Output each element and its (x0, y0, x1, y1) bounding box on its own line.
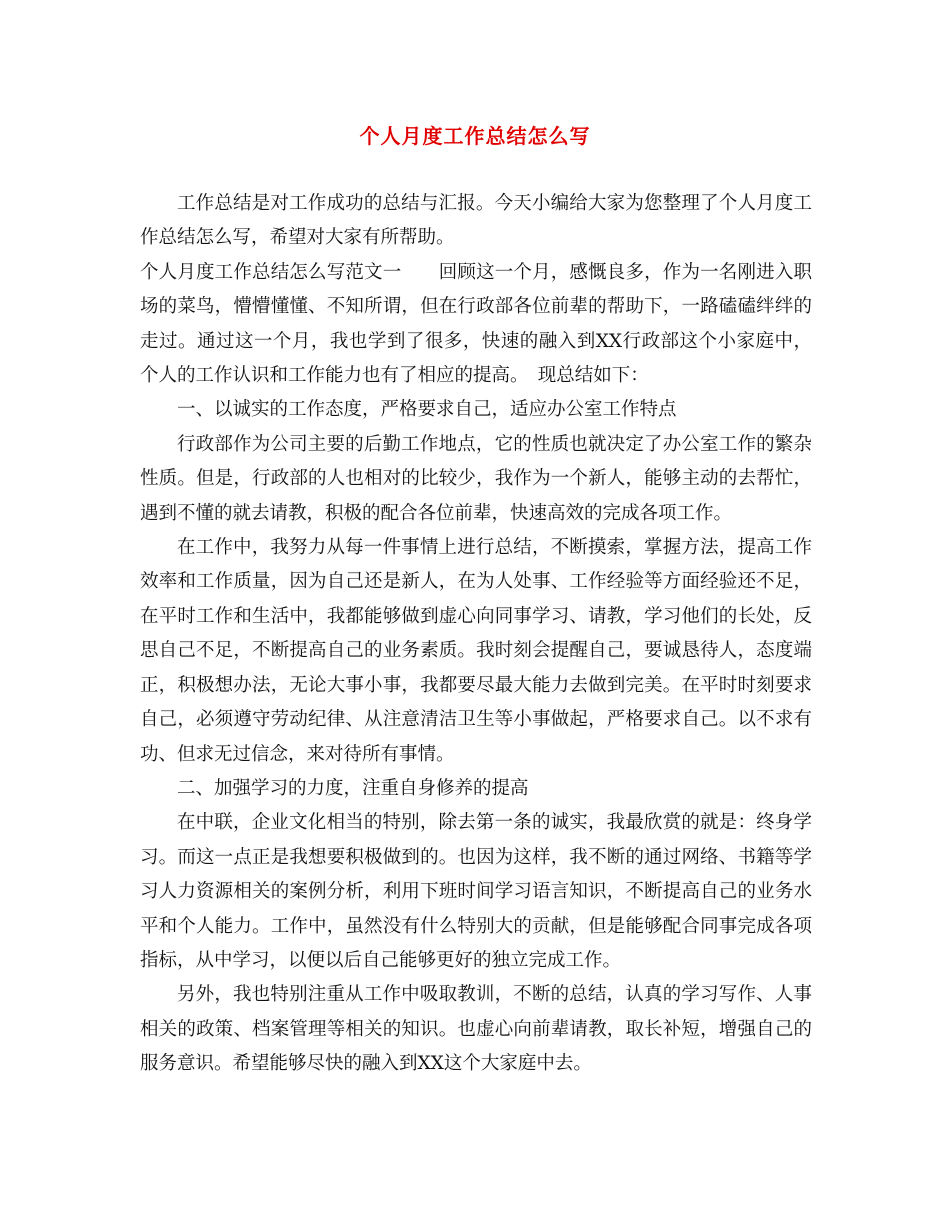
paragraph-intro: 工作总结是对工作成功的总结与汇报。今天小编给大家为您整理了个人月度工作总结怎么写，希望对大家有所帮助。 (140, 193, 812, 249)
document-title: 个人月度工作总结怎么写 (359, 124, 591, 148)
paragraph-sample-one: 个人月度工作总结怎么写范文一 回顾这一个月，感慨良多，作为一名刚进入职场的菜鸟，懵懵懂懂、不知所谓，但在行政部各位前辈的帮助下，一路磕磕绊绊的走过。通过这一个月，我也学到了很多，快速的融入到XX行政部这个小家庭中，个人的工作认识和工作能力也有了相应的提高。 现总结如下： (140, 261, 812, 387)
paragraph-learning: 在中联，企业文化相当的特别，除去第一条的诚实，我最欣赏的就是：终身学习。而这一点正是我想要积极做到的。也因为这样，我不断的通过网络、书籍等学习人力资源相关的案例分析，利用下班时间学习语言知识，不断提高自己的业务水平和个人能力。工作中，虽然没有什么特别大的贡献，但是能够配合同事完成各项指标，从中学习，以便以后自己能够更好的独立完成工作。 (140, 812, 812, 971)
paragraph-admin-dept: 行政部作为公司主要的后勤工作地点，它的性质也就决定了办公室工作的繁杂性质。但是，行政部的人也相对的比较少，我作为一个新人，能够主动的去帮忙，遇到不懂的就去请教，积极的配合各位前辈，快速高效的完成各项工作。 (140, 433, 812, 524)
document-body (140, 187, 812, 1082)
section-heading-one: 一、以诚实的工作态度，严格要求自己，适应办公室工作特点 (177, 399, 677, 421)
paragraph-additional: 另外，我也特别注重从工作中吸取教训，不断的总结，认真的学习写作、人事相关的政策、档案管理等相关的知识。也虚心向前辈请教，取长补短，增强自己的服务意识。希望能够尽快的融入到XX这个大家庭中去。 (140, 984, 812, 1075)
section-heading-two: 二、加强学习的力度，注重自身修养的提高 (177, 777, 529, 799)
paragraph-work-summary: 在工作中，我努力从每一件事情上进行总结，不断摸索，掌握方法，提高工作效率和工作质量，因为自己还是新人，在为人处事、工作经验等方面经验还不足，在平时工作和生活中，我都能够做到虚心向同事学习、请教，学习他们的长处，反思自己不足，不断提高自己的业务素质。我时刻会提醒自己，要诚恳待人，态度端正，积极想办法，无论大事小事，我都要尽最大能力去做到完美。在平时时刻要求自己，必须遵守劳动纪律、从注意清洁卫生等小事做起，严格要求自己。以不求有功、但求无过信念，来对待所有事情。 (140, 537, 812, 765)
